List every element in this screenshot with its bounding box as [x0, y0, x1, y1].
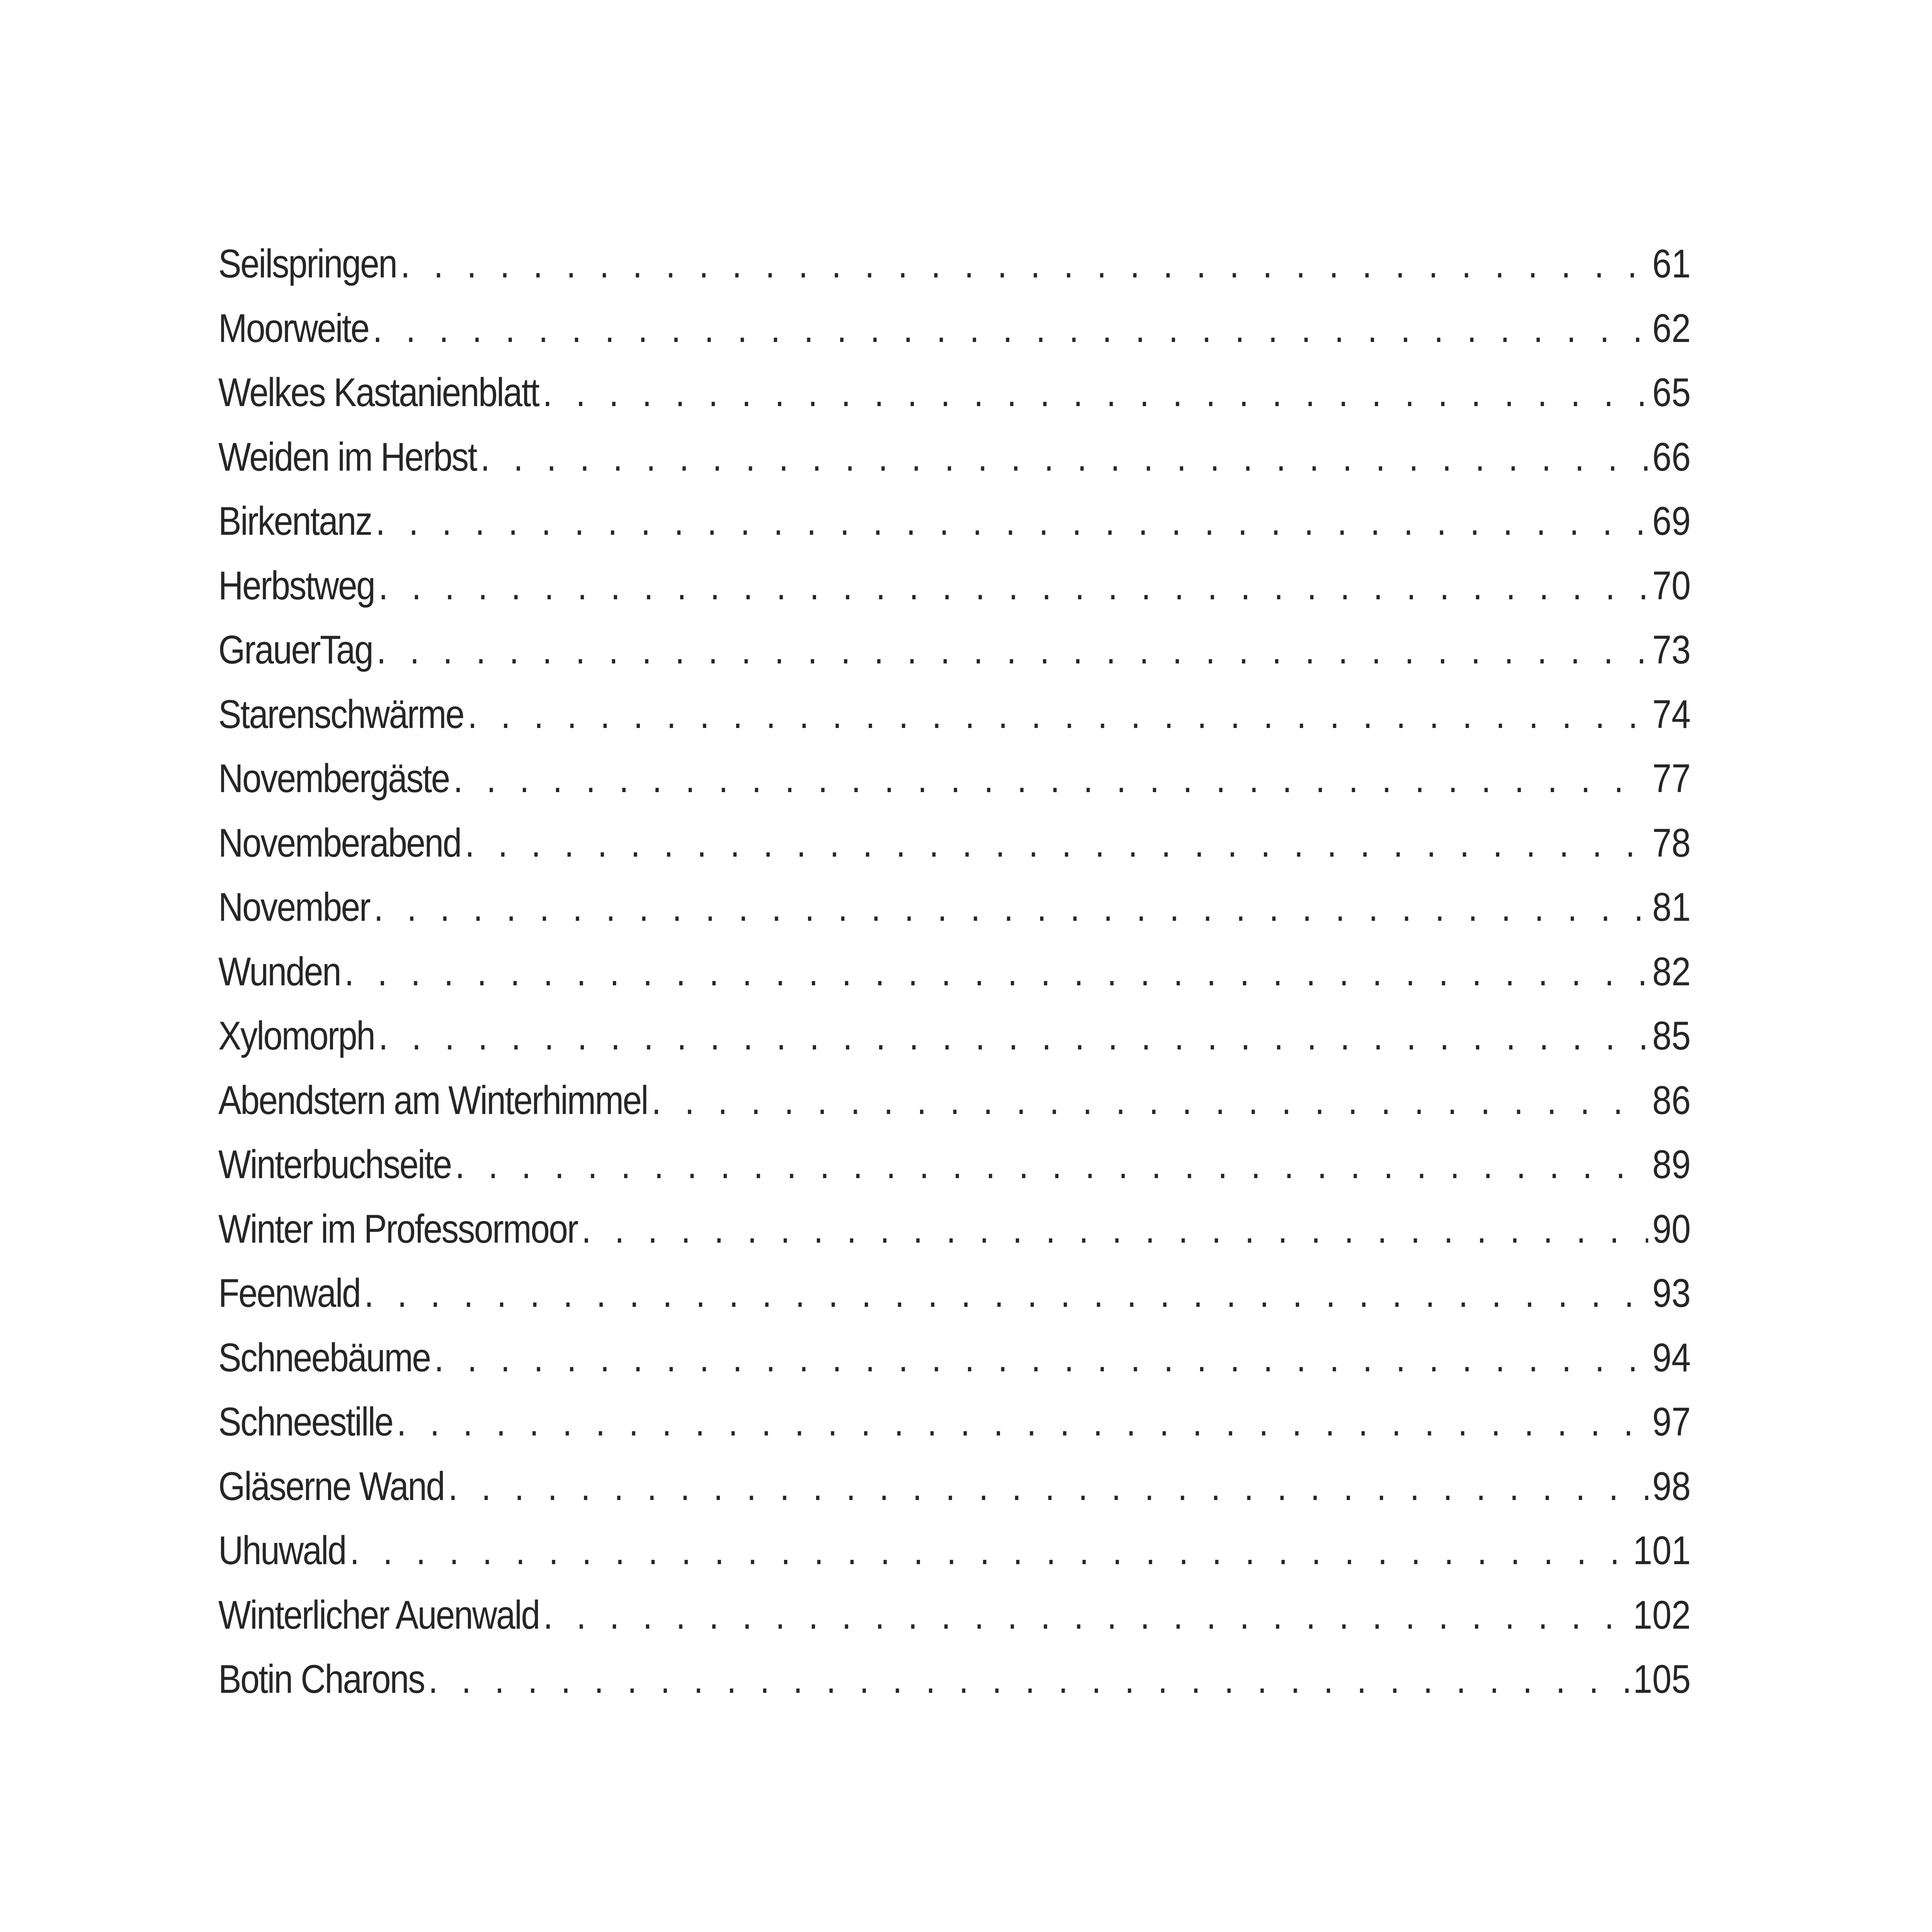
- toc-dot-leader: [429, 1647, 1629, 1712]
- toc-dot-leader: [377, 618, 1648, 682]
- toc-entry: [218, 747, 1691, 811]
- toc-entry: [218, 1583, 1691, 1648]
- toc-entry-title: Seilspringen: [218, 242, 397, 286]
- toc-entry: [218, 1454, 1691, 1519]
- toc-entry-page: 90: [1652, 1206, 1691, 1252]
- toc-entry-page: 97: [1652, 1400, 1691, 1444]
- toc-entry-title: Abendstern am Winterhimmel: [218, 1078, 648, 1123]
- toc-dot-leader: [465, 811, 1648, 876]
- toc-dot-leader: [374, 875, 1648, 940]
- toc-dot-leader: [373, 296, 1648, 361]
- toc-entry-page: 78: [1652, 820, 1691, 866]
- toc-dot-leader: [543, 1583, 1629, 1648]
- toc-entry-page: 86: [1652, 1078, 1691, 1123]
- toc-dot-leader: [453, 747, 1648, 811]
- toc-entry-title: Botin Charons: [218, 1657, 425, 1702]
- toc-entry: [218, 554, 1691, 618]
- toc-entry-title: Schneebäume: [218, 1335, 430, 1380]
- toc-entry-page: 93: [1652, 1271, 1691, 1316]
- toc-entry-page: 101: [1633, 1528, 1691, 1573]
- toc-dot-leader: [582, 1197, 1648, 1262]
- toc-dot-leader: [651, 1068, 1648, 1133]
- toc-dot-leader: [350, 1519, 1629, 1583]
- toc-entry-title: Novembergäste: [218, 756, 449, 801]
- toc-entry-title: Wunden: [218, 949, 341, 994]
- toc-entry-page: 74: [1652, 692, 1691, 737]
- toc-entry: [218, 1390, 1691, 1454]
- toc-entry-title: Winter im Professormoor: [218, 1206, 578, 1252]
- toc-entry: [218, 1197, 1691, 1262]
- toc-entry: [218, 1068, 1691, 1133]
- toc-entry-page: 81: [1652, 885, 1691, 930]
- toc-entry-title: Novemberabend: [218, 820, 461, 866]
- toc-dot-leader: [480, 425, 1648, 490]
- toc-entry: [218, 1519, 1691, 1583]
- toc-entry-title: Winterlicher Auenwald: [218, 1592, 539, 1638]
- toc-dot-leader: [379, 1004, 1648, 1068]
- toc-entry: [218, 296, 1691, 361]
- toc-dot-leader: [543, 361, 1648, 425]
- toc-entry-title: Xylomorph: [218, 1014, 375, 1058]
- toc-entry: [218, 1261, 1691, 1326]
- toc-entry-page: 66: [1652, 434, 1691, 480]
- toc-dot-leader: [344, 940, 1648, 1004]
- toc-entry: [218, 811, 1691, 876]
- toc-dot-leader: [455, 1133, 1648, 1197]
- toc-entry-page: 77: [1652, 756, 1691, 801]
- toc-entry-title: Weiden im Herbst: [218, 434, 476, 480]
- toc-entry-page: 82: [1652, 949, 1691, 994]
- toc-entry-title: Moorweite: [218, 306, 369, 351]
- toc-entry-title: Gläserne Wand: [218, 1464, 444, 1509]
- toc-entry-page: 85: [1652, 1014, 1691, 1058]
- toc-entry: [218, 361, 1691, 425]
- toc-entry-title: Welkes Kastanienblatt: [218, 370, 539, 415]
- toc-entry-title: November: [218, 885, 370, 930]
- toc-entry: [218, 618, 1691, 682]
- toc-entry-page: 94: [1652, 1335, 1691, 1380]
- toc-entry-page: 61: [1652, 242, 1691, 286]
- toc-entry-page: 89: [1652, 1142, 1691, 1187]
- toc-entry-page: 70: [1652, 563, 1691, 608]
- toc-dot-leader: [379, 554, 1648, 618]
- table-of-contents: [218, 232, 1690, 1712]
- toc-entry: [218, 232, 1691, 296]
- toc-entry: [218, 940, 1691, 1004]
- toc-dot-leader: [468, 682, 1648, 747]
- toc-entry-title: Herbstweg: [218, 563, 375, 608]
- toc-entry-page: 102: [1633, 1592, 1691, 1638]
- toc-entry: [218, 1647, 1691, 1712]
- toc-entry: [218, 425, 1691, 490]
- toc-entry-title: Winterbuchseite: [218, 1142, 451, 1187]
- toc-entry: [218, 489, 1691, 554]
- toc-entry-page: 105: [1633, 1657, 1691, 1702]
- toc-entry-title: Uhuwald: [218, 1528, 346, 1573]
- toc-entry-title: GrauerTag: [218, 628, 373, 672]
- toc-dot-leader: [397, 1390, 1648, 1454]
- toc-dot-leader: [448, 1454, 1648, 1519]
- toc-dot-leader: [364, 1261, 1648, 1326]
- toc-entry-page: 98: [1652, 1464, 1691, 1509]
- toc-entry-page: 62: [1652, 306, 1691, 351]
- toc-entry-page: 69: [1652, 499, 1691, 544]
- toc-entry: [218, 1326, 1691, 1390]
- toc-entry-title: Feenwald: [218, 1271, 361, 1316]
- toc-dot-leader: [376, 489, 1648, 554]
- toc-dot-leader: [401, 232, 1648, 296]
- toc-entry: [218, 1133, 1691, 1197]
- toc-entry-title: Starenschwärme: [218, 692, 464, 737]
- toc-entry: [218, 682, 1691, 747]
- toc-entry-title: Schneestille: [218, 1400, 393, 1444]
- toc-entry: [218, 875, 1691, 940]
- toc-dot-leader: [434, 1326, 1648, 1390]
- toc-entry-title: Birkentanz: [218, 499, 372, 544]
- toc-entry-page: 65: [1652, 370, 1691, 415]
- toc-entry: [218, 1004, 1691, 1068]
- toc-entry-page: 73: [1652, 628, 1691, 672]
